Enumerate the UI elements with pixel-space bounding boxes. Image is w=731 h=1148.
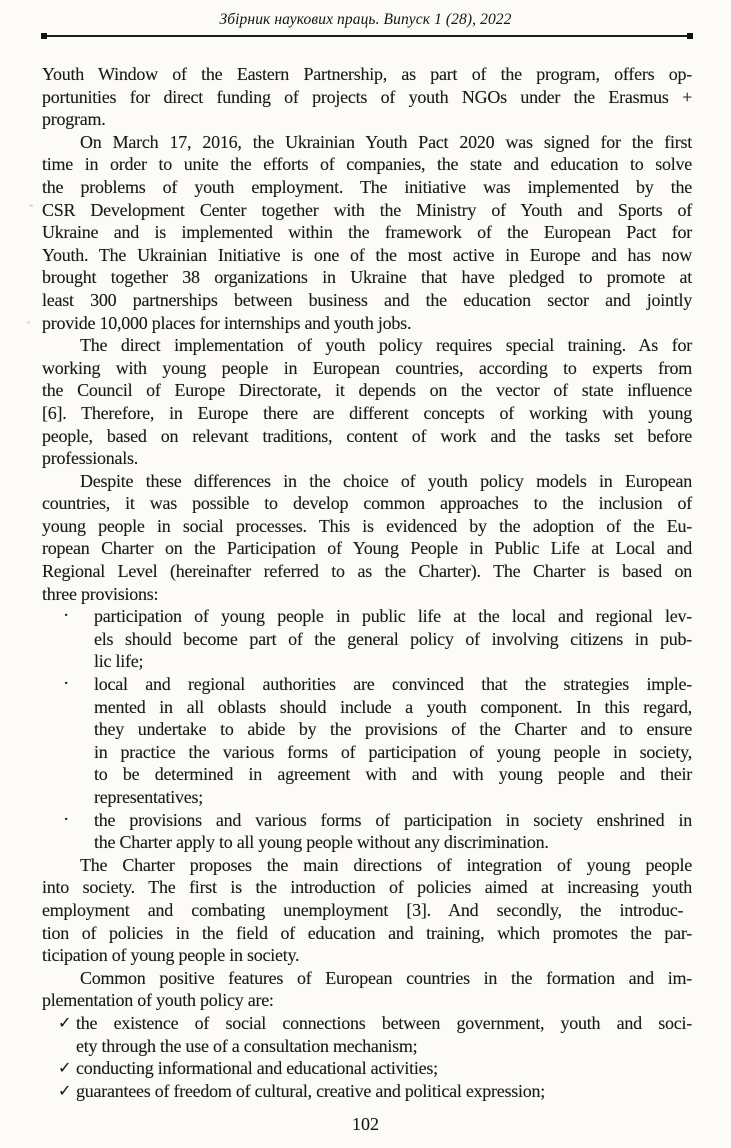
text-line: professionals.: [42, 448, 138, 469]
page-body: [42, 63, 692, 1102]
text-line: into society. The first is the introduction of policies aimed at increasing youth: [42, 877, 692, 898]
text-line: the Charter apply to all young people without any discrimination.: [94, 832, 549, 853]
text-line: working with young people in European countries, according to experts from: [42, 357, 692, 378]
text-line: ropean Charter on the Participation of Young People in Public Life at Local and: [42, 538, 692, 559]
text-line: provide 10,000 places for internships and youth jobs.: [42, 312, 412, 333]
text-line: to be determined in agreement with and with young people and their: [94, 764, 692, 785]
text-line: brought together 38 organizations in Ukraine that have pledged to promote at: [42, 267, 692, 288]
text-line: Regional Level (hereinafter referred to as the Charter). The Charter is based on: [42, 561, 692, 582]
bullet-list-item: [42, 605, 692, 673]
paragraph: [42, 854, 692, 967]
paragraph: [42, 131, 692, 334]
text-line: the problems of youth employment. The initiative was implemented by the: [42, 176, 692, 197]
text-line: representatives;: [94, 787, 203, 807]
text-line: mented in all oblasts should include a youth component. In this regard,: [94, 696, 692, 717]
text-line: CSR Development Center together with the Ministry of Youth and Sports of: [42, 199, 692, 220]
text-line: [6]. Therefore, in Europe there are different concepts of working with young: [42, 402, 692, 423]
text-line: ✓ conducting informational and educational activities;: [42, 1057, 692, 1080]
check-list-item: [42, 1080, 692, 1103]
text-line: · participation of young people in public life at the local and regional lev-: [63, 605, 692, 627]
text-line: · the provisions and various forms of participation in society enshrined in: [63, 808, 692, 830]
text-line: · local and regional authorities are convinced that the strategies imple-: [63, 673, 692, 695]
bullet-list-item: [42, 673, 692, 809]
text-line: ✓ the existence of social connections between government, youth and soci-: [42, 1012, 692, 1035]
text-line: young people in social processes. This is evidenced by the adoption of the Eu-: [42, 515, 692, 536]
check-icon: ✓: [58, 1060, 72, 1078]
text-line: The Charter proposes the main directions of integration of young people: [80, 854, 692, 875]
text-line: portunities for direct funding of projects of youth NGOs under the Erasmus +: [42, 86, 692, 107]
paragraph: [42, 63, 692, 131]
text-line: they undertake to abide by the provisions of the Charter and to ensure: [94, 719, 692, 740]
text-line: ✓ guarantees of freedom of cultural, creative and political expression;: [42, 1080, 692, 1103]
paragraph: [42, 470, 692, 606]
paragraph: [42, 967, 692, 1012]
text-line: On March 17, 2016, the Ukrainian Youth Pact 2020 was signed for the first: [80, 131, 692, 152]
text-line: in practice the various forms of participation of young people in society,: [94, 741, 692, 762]
text-line: Youth Window of the Eastern Partnership, as part of the program, offers op-: [42, 64, 692, 84]
text-line: three provisions:: [42, 583, 159, 604]
header-rule: [42, 35, 692, 37]
check-icon: ✓: [58, 1014, 72, 1032]
text-line: ety through the use of a consultation mechanism;: [76, 1035, 418, 1056]
text-line: countries, it was possible to develop common approaches to the inclusion of: [42, 493, 692, 514]
check-list-item: [42, 1012, 692, 1057]
text-line: els should become part of the general policy of involving citizens in pub-: [94, 628, 692, 649]
text-line: The direct implementation of youth policy requires special training. As for: [80, 335, 692, 356]
text-line: lic life;: [94, 651, 144, 672]
page-number: 102: [352, 1114, 379, 1134]
bullet-dot-icon: ·: [63, 673, 70, 695]
text-line: employment and combating unemployment [3]. And secondly, the introduc-: [42, 899, 684, 920]
check-list-item: [42, 1057, 692, 1080]
bullet-list-item: [42, 809, 692, 854]
text-line: Common positive features of European countries in the formation and im-: [80, 967, 692, 988]
text-line: time in order to unite the efforts of companies, the state and education to solve: [42, 154, 692, 175]
text-line: least 300 partnerships between business and the education sector and jointly: [42, 289, 692, 310]
check-icon: ✓: [58, 1082, 72, 1100]
paragraph: [42, 334, 692, 470]
scan-speck: [188, 1043, 193, 1045]
text-line: the Council of Europe Directorate, it depends on the vector of state influence: [42, 380, 692, 401]
scan-speck: [27, 321, 30, 324]
text-line: ticipation of young people in society.: [42, 945, 300, 966]
text-line: Ukraine and is implemented within the framework of the European Pact for: [42, 222, 692, 243]
text-line: Despite these differences in the choice of youth policy models in European: [80, 470, 692, 491]
journal-header-line: Збірник наукових праць. Випуск 1 (28), 2022: [219, 11, 512, 28]
text-line: people, based on relevant traditions, content of work and the tasks set before: [42, 425, 692, 446]
scan-speck: [29, 204, 33, 207]
text-line: tion of policies in the field of education and training, which promotes the par-: [42, 922, 692, 943]
bullet-dot-icon: ·: [63, 808, 70, 830]
text-line: program.: [42, 109, 106, 130]
text-line: Youth. The Ukrainian Initiative is one of the most active in Europe and has now: [42, 244, 692, 265]
bullet-dot-icon: ·: [63, 605, 70, 627]
text-line: plementation of youth policy are:: [42, 990, 274, 1011]
